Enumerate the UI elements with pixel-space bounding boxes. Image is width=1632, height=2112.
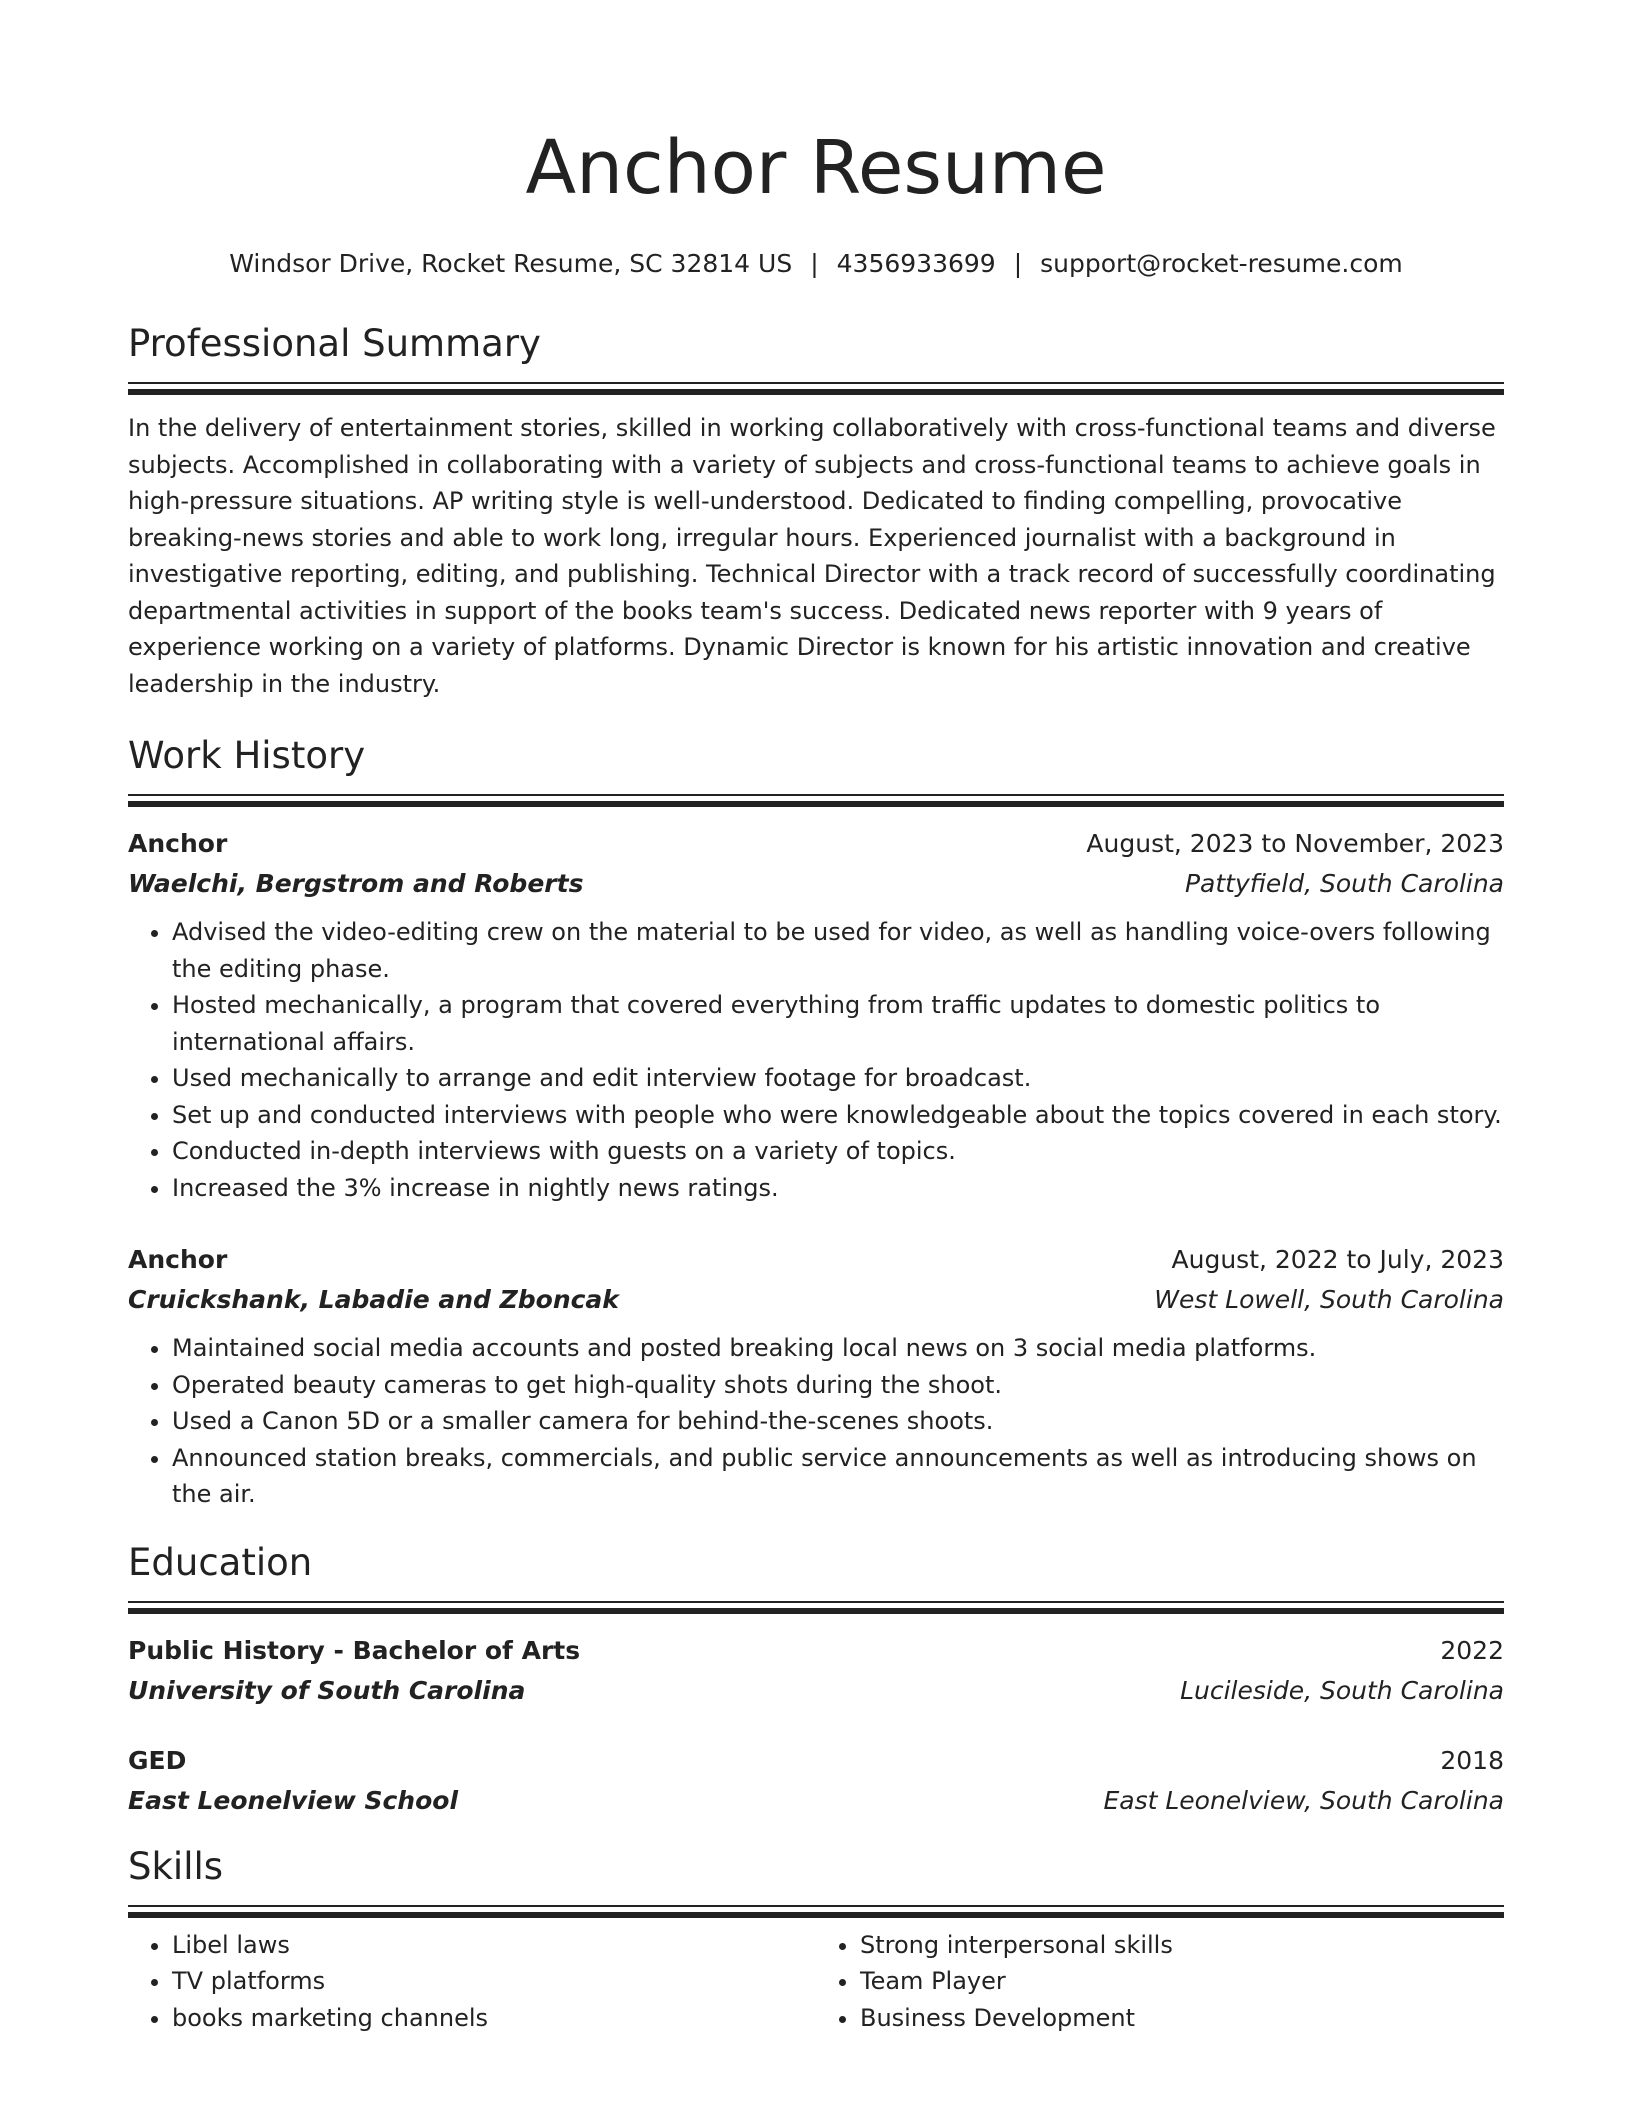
contact-address: Windsor Drive, Rocket Resume, SC 32814 US [229, 249, 793, 278]
list-item: • Announced station breaks, commercials, and public service announcements as well as introducing shows on the air. [172, 1440, 1504, 1513]
job-bullets [128, 1330, 1504, 1513]
education-location: East Leonelview, South Carolina [1103, 1785, 1504, 1815]
list-item: • Strong interpersonal skills [860, 1927, 1504, 1964]
section-divider [128, 1601, 1504, 1615]
list-item: • Business Development [860, 2000, 1504, 2037]
job-role: Anchor [128, 829, 228, 858]
list-item: • Maintained social media accounts and posted breaking local news on 3 social media platforms. [172, 1330, 1504, 1367]
job-location: Pattyfield, South Carolina [1184, 869, 1504, 898]
education-school: East Leonelview School [128, 1785, 459, 1815]
job-entry [128, 1240, 1504, 1513]
list-item: • Increased the 3% increase in nightly news ratings. [172, 1170, 1504, 1207]
job-dates: August, 2022 to July, 2023 [1171, 1245, 1504, 1274]
list-item: • Advised the video-editing crew on the material to be used for video, as well as handling voice-overs following the editing phase. [172, 914, 1504, 987]
summary-section [128, 320, 1504, 702]
section-title-education: Education [128, 1540, 313, 1584]
section-divider [128, 1905, 1504, 1919]
contact-email: support@rocket-resume.com [1040, 249, 1403, 278]
education-entry [128, 1631, 1504, 1711]
education-school: University of South Carolina [128, 1675, 526, 1705]
contact-phone: 4356933699 [836, 249, 996, 278]
list-item: • Operated beauty cameras to get high-quality shots during the shoot. [172, 1367, 1504, 1404]
education-degree: GED [128, 1745, 187, 1775]
list-item: • Set up and conducted interviews with people who were knowledgeable about the topics covered in each story. [172, 1097, 1504, 1134]
job-role: Anchor [128, 1245, 228, 1274]
education-year: 2018 [1440, 1745, 1504, 1775]
list-item: • Used a Canon 5D or a smaller camera for behind-the-scenes shoots. [172, 1403, 1504, 1440]
skills-column-left [128, 1927, 816, 2037]
section-divider [128, 382, 1504, 396]
education-year: 2022 [1440, 1635, 1504, 1665]
list-item: • TV platforms [172, 1963, 816, 2000]
summary-text: In the delivery of entertainment stories, skilled in working collaboratively with cross-functional teams and diverse subjects. Accomplished in collaborating with a variety of subjects and cross-functional teams to achieve goals in high-pressure situations. AP writing style is well-understood. Dedicated to finding compelling, provocative breaking-news stories and able to work long, irregular hours. Experienced journalist with a background in investigative reporting, editing, and publishing. Technical Director with a track record of successfully coordinating departmental activities in support of the books team's success. Dedicated news reporter with 9 years of experience working on a variety of platforms. Dynamic Director is known for his artistic innovation and creative leadership in the industry. [128, 414, 1496, 698]
job-location: West Lowell, South Carolina [1154, 1285, 1504, 1314]
section-title-work: Work History [128, 734, 366, 777]
skills-section [128, 1843, 1504, 2037]
education-location: Lucileside, South Carolina [1180, 1675, 1504, 1705]
job-company: Cruickshank, Labadie and Zboncak [128, 1285, 619, 1314]
skills-list [128, 1927, 1504, 2037]
section-title-skills: Skills [128, 1844, 224, 1888]
education-section [128, 1539, 1504, 1821]
contact-separator: | [810, 249, 819, 278]
education-degree: Public History - Bachelor of Arts [128, 1635, 581, 1665]
skills-column-right [816, 1927, 1504, 2037]
education-entry [128, 1741, 1504, 1821]
list-item: • Conducted in-depth interviews with guests on a variety of topics. [172, 1133, 1504, 1170]
job-bullets [128, 914, 1504, 1206]
list-item: • Team Player [860, 1963, 1504, 2000]
list-item: • Used mechanically to arrange and edit interview footage for broadcast. [172, 1060, 1504, 1097]
job-entry [128, 824, 1504, 1206]
resume-name: Anchor Resume [525, 125, 1107, 211]
contact-line [128, 246, 1504, 282]
section-title-summary: Professional Summary [128, 322, 541, 365]
work-history-section [128, 732, 1504, 1513]
contact-separator: | [1013, 249, 1023, 278]
list-item: • books marketing channels [172, 2000, 816, 2037]
job-company: Waelchi, Bergstrom and Roberts [128, 869, 584, 898]
list-item: • Hosted mechanically, a program that covered everything from traffic updates to domestic politics to international affairs. [172, 987, 1504, 1060]
section-divider [128, 794, 1504, 808]
job-dates: August, 2023 to November, 2023 [1086, 829, 1504, 858]
list-item: • Libel laws [172, 1927, 816, 1964]
